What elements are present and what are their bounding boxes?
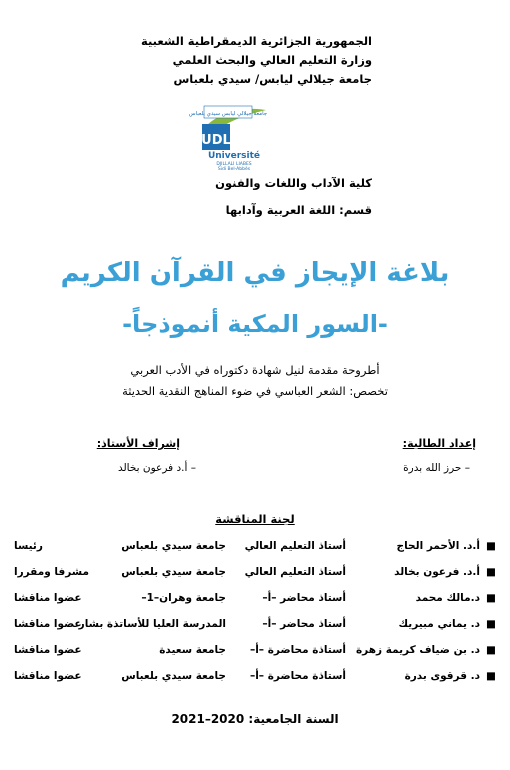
jury-member-institution: جامعة وهران–1– [141,592,226,604]
supervised-by-label: إشراف الأستاذ: [96,437,180,450]
jury-row [14,592,496,610]
jury-row [14,644,496,662]
academic-year [0,712,510,726]
academic-year-value: 2021–2020 [171,712,245,726]
jury-row [14,618,496,636]
jury-member-rank: أستاذة محاضرة –أ– [249,644,346,656]
jury-member-name: أ.د. فرعون بخالد [394,566,480,578]
logo-sub2: Sidi Bel-Abbès [217,167,251,172]
bullet-icon: ■ [486,618,496,630]
supervisor-name: – أ.د فرعون بخالد [117,462,196,474]
logo-monogram: UDL [201,133,231,148]
department-line: قسم: اللغة العربية وآدابها [225,203,372,217]
jury-member-name: د. يماني مبيريك [398,618,480,630]
thesis-specialty: تخصص: الشعر العباسي في ضوء المناهج النقدية الحديثة [122,384,388,398]
jury-member-role: عضوا مناقشا [14,644,82,656]
jury-member-rank: أستاذ محاضر –أ– [262,592,346,604]
logo-name: Université [207,151,261,161]
jury-member-institution: جامعة سيدي بلعباس [121,566,226,578]
bullet-icon: ■ [486,670,496,682]
jury-row [14,540,496,558]
thesis-purpose: أطروحة مقدمة لنيل شهادة دكتوراه في الأدب العربي [130,363,380,377]
jury-row [14,566,496,584]
student-name: – حرز الله بدرة [403,462,470,474]
bullet-icon: ■ [486,566,496,578]
ministry-line: وزارة التعليم العالي والبحث العلمي [172,53,372,67]
jury-member-institution: جامعة سعيدة [159,644,226,656]
logo-sub1: DJILLALI LIABES [216,162,252,167]
bullet-icon: ■ [486,592,496,604]
jury-member-role: رئيسا [14,540,43,552]
academic-year-label: السنة الجامعية: [248,712,339,726]
jury-member-institution: المدرسة العليا للأساتذة بشار [78,618,226,630]
jury-member-rank: أستاذ محاضر –أ– [262,618,346,630]
jury-member-role: عضوا مناقشا [14,670,82,682]
jury-member-name: د. بن ضياف كريمة زهرة [355,644,480,656]
jury-member-institution: جامعة سيدي بلعباس [121,540,226,552]
jury-member-institution: جامعة سيدي بلعباس [121,670,226,682]
jury-member-role: مشرفا ومقررا [14,566,89,578]
thesis-title: بلاغة الإيجاز في القرآن الكريم [60,258,450,288]
university-logo [188,100,270,172]
bullet-icon: ■ [486,644,496,656]
jury-member-rank: أستاذة محاضرة –أ– [249,670,346,682]
jury-member-rank: أستاذ التعليم العالي [244,566,346,578]
bullet-icon: ■ [486,540,496,552]
jury-member-name: د. قرقوى بدرة [404,670,480,682]
jury-member-role: عضوا مناقشا [14,618,82,630]
jury-row [14,670,496,688]
faculty-line: كلية الآداب واللغات والفنون [215,176,372,190]
prepared-by-label: إعداد الطالبة: [402,437,476,450]
jury-title: لجنة المناقشة [215,512,295,526]
jury-member-role: عضوا مناقشا [14,592,82,604]
jury-member-rank: أستاذ التعليم العالي [244,540,346,552]
logo-arabic-text: جامعة جيلالي ليابس سيدي بلعباس [188,111,268,117]
jury-member-name: أ.د. الأحمر الحاج [396,540,480,552]
jury-member-name: د.مالك محمد [415,592,480,604]
republic-line: الجمهورية الجزائرية الديمقراطية الشعبية [140,34,372,48]
university-line: جامعة جيلالي ليابس/ سيدي بلعباس [173,72,372,86]
thesis-subtitle: -السور المكية أنموذجاً- [122,310,388,338]
